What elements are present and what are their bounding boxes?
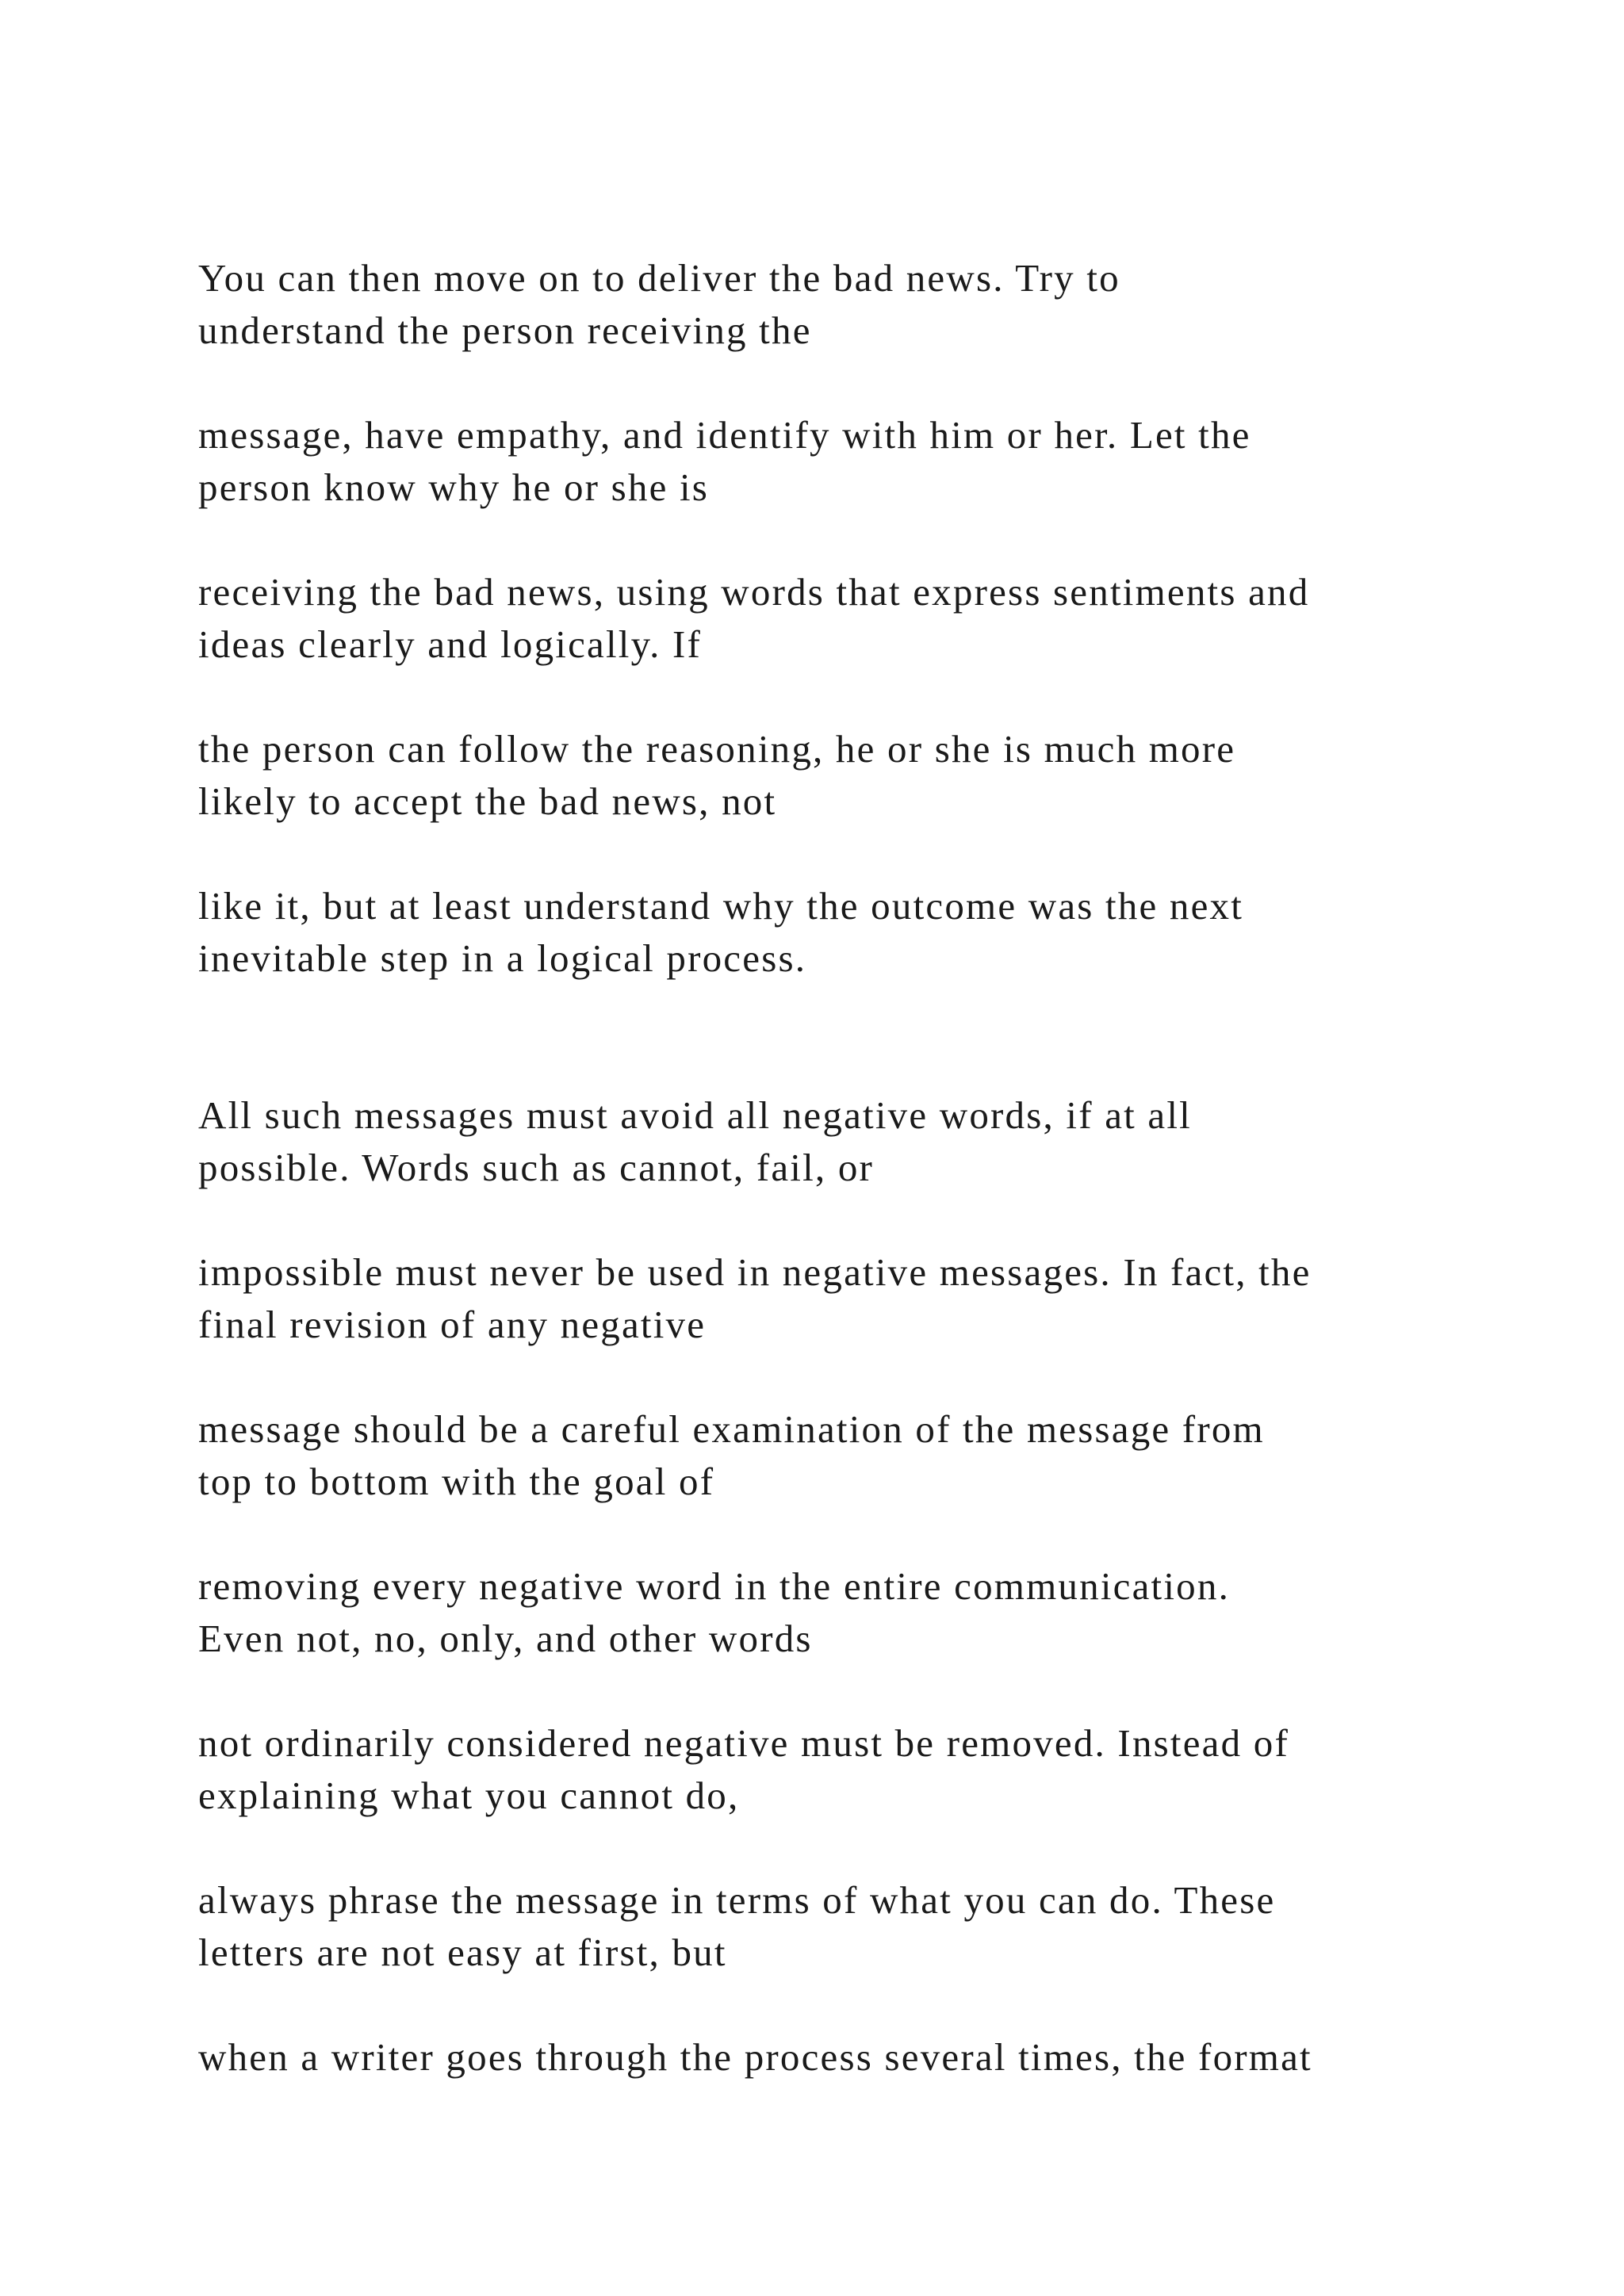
text-line: understand the person receiving the — [198, 308, 812, 352]
paragraph-block — [198, 1717, 1499, 1822]
paragraph-block — [198, 723, 1499, 828]
text-line: letters are not easy at first, but — [198, 1931, 727, 1974]
text-line: final revision of any negative — [198, 1303, 707, 1346]
paragraph-block — [198, 252, 1499, 357]
text-line: message, have empathy, and identify with him or her. Let the — [198, 413, 1251, 457]
text-line: inevitable step in a logical process. — [198, 936, 807, 980]
text-line: top to bottom with the goal of — [198, 1460, 715, 1503]
paragraph-block — [198, 1246, 1499, 1351]
text-line: removing every negative word in the entire communication. — [198, 1564, 1231, 1608]
text-line: not ordinarily considered negative must be removed. Instead of — [198, 1721, 1289, 1765]
text-line: Even not, no, only, and other words — [198, 1617, 813, 1660]
paragraph-block — [198, 566, 1499, 671]
text-line: impossible must never be used in negative messages. In fact, the — [198, 1250, 1312, 1294]
text-line: ideas clearly and logically. If — [198, 622, 703, 666]
text-line: the person can follow the reasoning, he or she is much more — [198, 727, 1236, 771]
paragraph-block — [198, 1403, 1499, 1508]
paragraph-block — [198, 1089, 1499, 1194]
text-line: likely to accept the bad news, not — [198, 779, 777, 823]
paragraph-block — [198, 2031, 1499, 2084]
text-line: like it, but at least understand why the outcome was the next — [198, 884, 1244, 928]
paragraph-block — [198, 409, 1499, 514]
text-line: receiving the bad news, using words that express sentiments and — [198, 570, 1310, 614]
paragraph-block — [198, 1874, 1499, 1979]
text-line: possible. Words such as cannot, fail, or — [198, 1146, 875, 1189]
text-line: always phrase the message in terms of what you can do. These — [198, 1878, 1276, 1922]
text-line: person know why he or she is — [198, 465, 710, 509]
text-line: when a writer goes through the process several times, the format — [198, 2035, 1312, 2079]
text-line: All such messages must avoid all negative words, if at all — [198, 1093, 1192, 1137]
text-line: You can then move on to deliver the bad news. Try to — [198, 256, 1120, 300]
paragraph-block — [198, 1560, 1499, 1665]
paragraph-block — [198, 880, 1499, 985]
text-line: message should be a careful examination of the message from — [198, 1407, 1265, 1451]
text-line: explaining what you cannot do, — [198, 1774, 740, 1817]
